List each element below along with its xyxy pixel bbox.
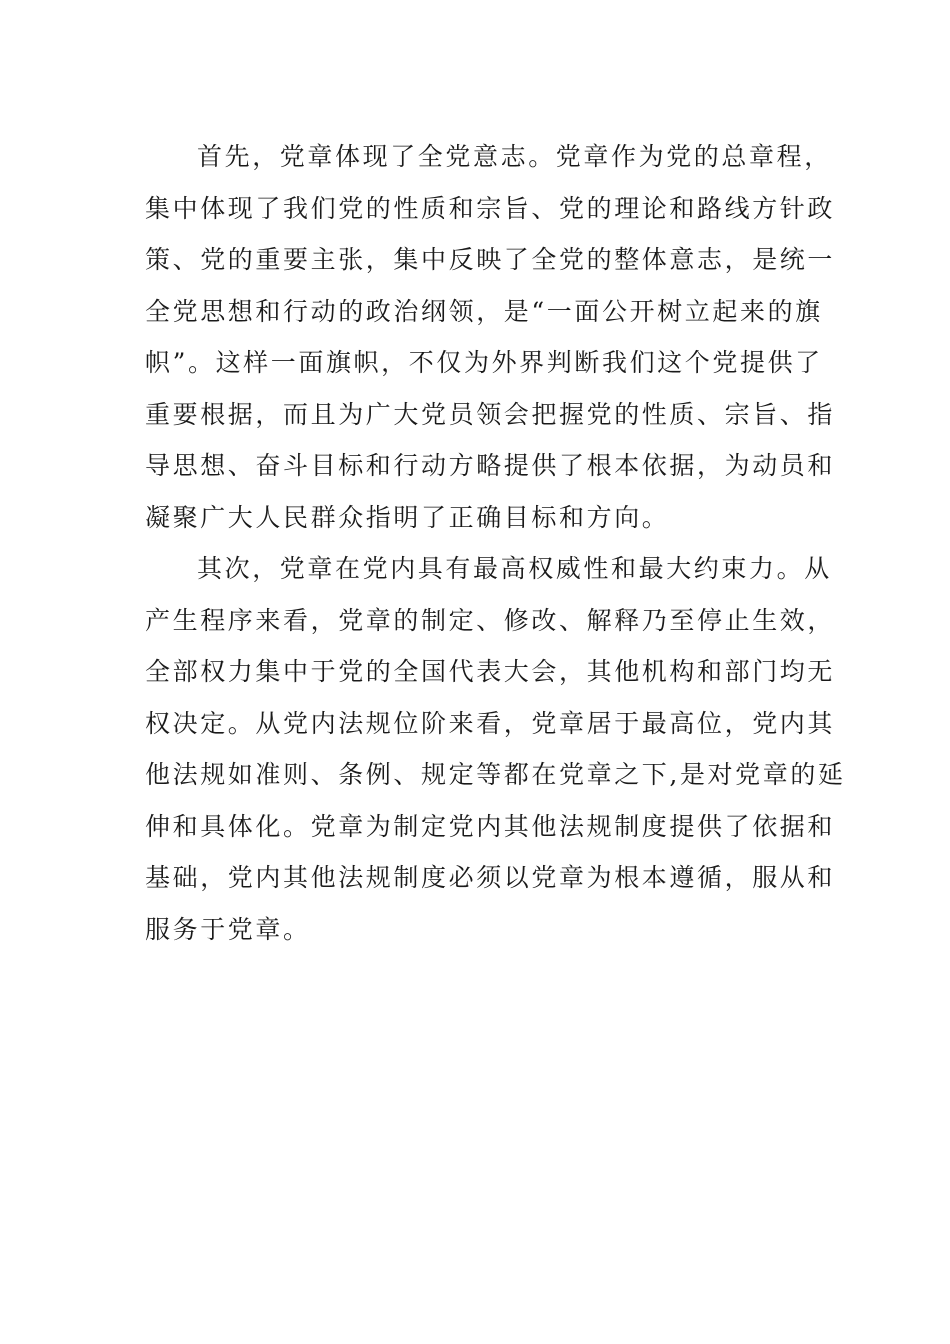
paragraph-line: 凝聚广大人民群众指明了正确目标和方向。 bbox=[145, 502, 670, 532]
paragraph-line: 其次，党章在党内具有最高权威性和最大约束力。从 bbox=[197, 554, 832, 583]
paragraph-line: 集中体现了我们党的性质和宗旨、党的理论和路线方针政 bbox=[145, 193, 836, 223]
paragraph-line: 帜”。这样一面旗帜，不仅为外界判断我们这个党提供了 bbox=[145, 348, 823, 377]
paragraph-line: 首先，党章体现了全党意志。党章作为党的总章程， bbox=[197, 142, 832, 171]
paragraph-line: 导思想、奋斗目标和行动方略提供了根本依据，为动员和 bbox=[145, 451, 836, 480]
document-body bbox=[145, 131, 846, 955]
paragraph-line: 伸和具体化。党章为制定党内其他法规制度提供了依据和 bbox=[145, 811, 836, 841]
paragraph-line: 服务于党章。 bbox=[145, 914, 311, 944]
paragraph-line: 重要根据，而且为广大党员领会把握党的性质、宗旨、指 bbox=[145, 399, 836, 429]
paragraph-line: 权决定。从党内法规位阶来看，党章居于最高位，党内其 bbox=[145, 708, 836, 738]
paragraph-line: 基础，党内其他法规制度必须以党章为根本遵循，服从和 bbox=[145, 863, 836, 892]
paragraph-line: 他法规如准则、条例、规定等都在党章之下,是对党章的延 bbox=[145, 760, 846, 789]
paragraph-line: 全部权力集中于党的全国代表大会，其他机构和部门均无 bbox=[145, 657, 836, 686]
paragraph-line: 产生程序来看，党章的制定、修改、解释乃至停止生效， bbox=[145, 605, 836, 635]
paragraph-line: 全党思想和行动的政治纲领，是“一面公开树立起来的旗 bbox=[145, 296, 823, 326]
paragraph-2 bbox=[145, 543, 846, 955]
paragraph-line: 策、党的重要主张，集中反映了全党的整体意志，是统一 bbox=[145, 245, 836, 274]
paragraph-1 bbox=[145, 131, 836, 543]
